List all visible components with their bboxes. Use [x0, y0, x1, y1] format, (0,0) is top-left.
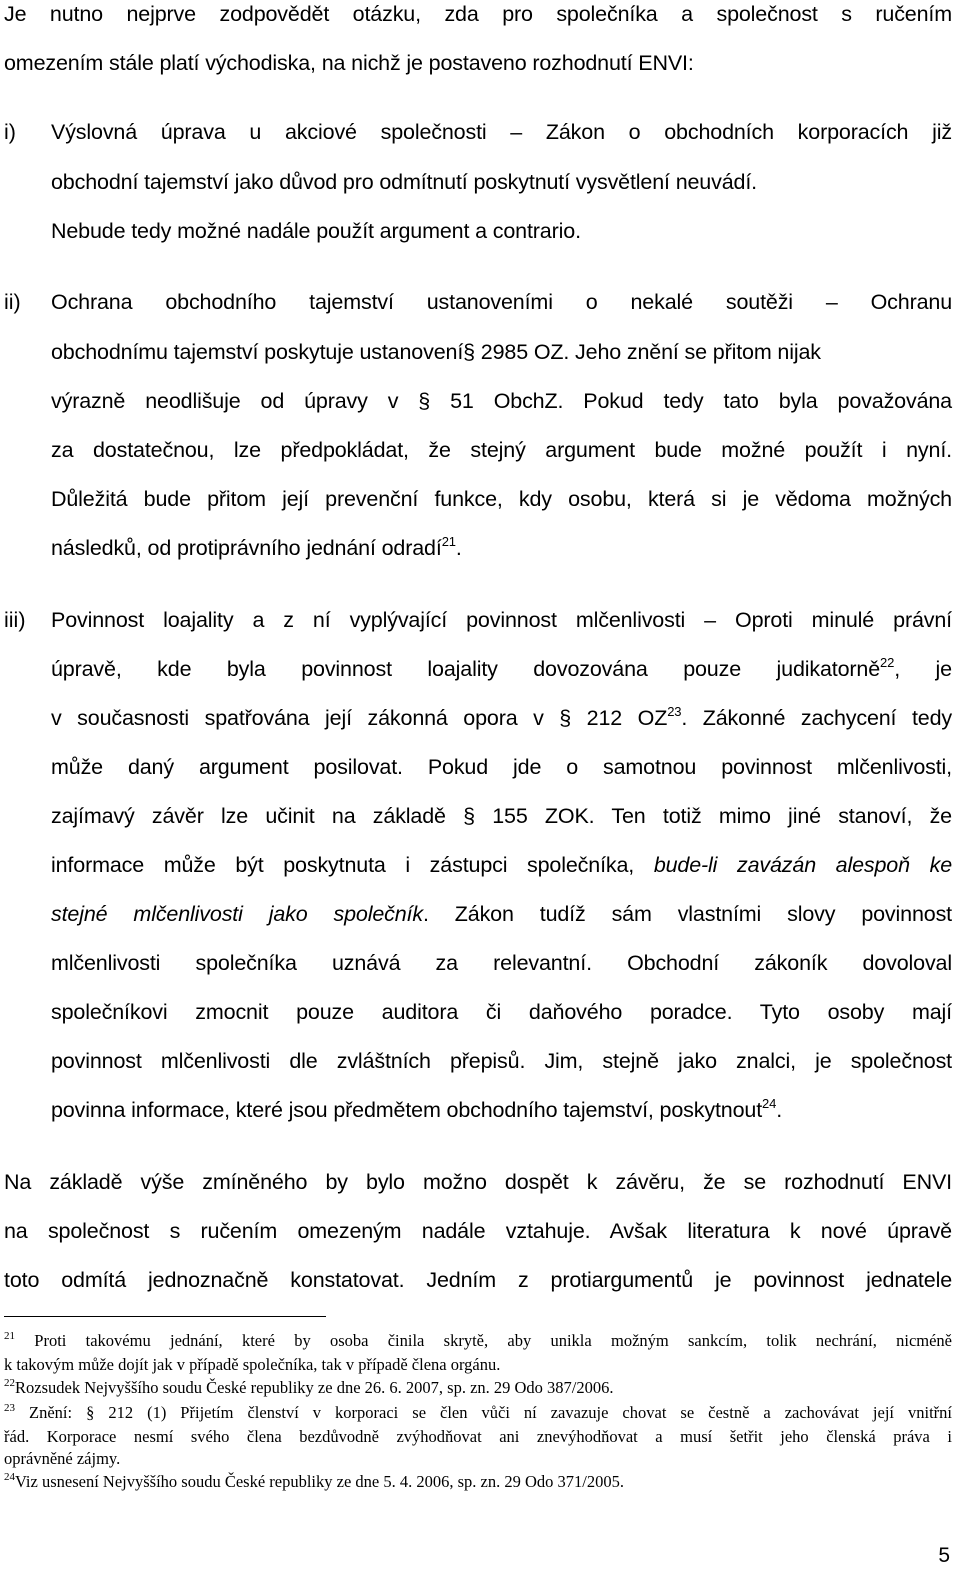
page-number: 5: [938, 1544, 950, 1567]
item-ii-line-5: Důležitá bude přitom její prevenční funkce, kdy osobu, která si je vědoma možných: [51, 487, 952, 511]
conclusion-line-3: toto odmítá jednoznačně konstatovat. Jedním z protiargumentů je povinnost jednatele: [4, 1268, 952, 1292]
footnote-23-line-3: oprávněné zájmy.: [4, 1449, 121, 1468]
item-iii-line-1: Povinnost loajality a z ní vyplývající povinnost mlčenlivosti – Oproti minulé právní: [51, 608, 952, 632]
item-iii-line-9: společníkovi zmocnit pouze auditora či daňového poradce. Tyto osoby mají: [51, 1000, 952, 1024]
intro-line-2: omezením stále platí východiska, na nichž je postaveno rozhodnutí ENVI:: [4, 51, 694, 75]
footnote-22: $^{22}$Rozsudek Nejvyššího soudu České republiky ze dne 26. 6. 2007, sp. zn. 29 Odo 387/2006.: [4, 1377, 614, 1397]
footnote-21-line-1: $^{21}$ Proti takovému jednání, které by osoba činila skrytě, aby unikla možným sankcím, tolik nechrání, nicméně: [4, 1330, 953, 1350]
footnote-ref-21: 21: [441, 534, 456, 549]
item-ii-line-2: obchodnímu tajemství poskytuje ustanovení§ 2985 OZ. Jeho znění se přitom nijak: [51, 340, 821, 364]
item-iii-line-6: informace může být poskytnuta i zástupci společníka, bude-li zavázán alespoň ke: [51, 853, 952, 877]
conclusion-line-2: na společnost s ručením omezeným nadále vztahuje. Avšak literatura k nové úpravě: [4, 1219, 952, 1243]
italic-phrase-1: bude-li zavázán alespoň ke: [653, 853, 952, 877]
intro-line-1: Je nutno nejprve zodpovědět otázku, zda pro společníka a společnost s ručením: [4, 2, 952, 26]
item-marker-i: i): [4, 120, 16, 144]
item-iii-line-2: úpravě, kde byla povinnost loajality dovozována pouze judikatorně$^{22}$, je: [51, 655, 952, 681]
item-ii-line-3: výrazně neodlišuje od úpravy v § 51 ObchZ. Pokud tedy tato byla považována: [51, 389, 952, 413]
item-iii-line-10: povinnost mlčenlivosti dle zvláštních přepisů. Jim, stejně jako znalci, je společnost: [51, 1049, 952, 1073]
item-i-line-1: Výslovná úprava u akciové společnosti – Zákon o obchodních korporacích již: [51, 120, 952, 144]
item-iii-line-4: může daný argument posilovat. Pokud jde o samotnou povinnost mlčenlivosti,: [51, 755, 952, 779]
conclusion-line-1: Na základě výše zmíněného by bylo možno dospět k závěru, že se rozhodnutí ENVI: [4, 1170, 952, 1194]
footnote-ref-22: 22: [880, 655, 895, 670]
item-ii-line-6: následků, od protiprávního jednání odradí$^{21}$.: [51, 534, 462, 560]
footnote-21-line-2: k takovým může dojít jak v případě společníka, tak v případě člena orgánu.: [4, 1355, 501, 1374]
item-marker-ii: ii): [4, 290, 21, 314]
item-iii-line-3: v současnosti spatřována její zákonná opora v § 212 OZ$^{23}$. Zákonné zachycení tedy: [51, 704, 952, 730]
italic-phrase-2: stejné mlčenlivosti jako společník: [51, 902, 423, 926]
item-i-line-2: obchodní tajemství jako důvod pro odmítnutí poskytnutí vysvětlení neuvádí.: [51, 170, 757, 194]
item-ii-line-1: Ochrana obchodního tajemství ustanoveními o nekalé soutěži – Ochranu: [51, 290, 952, 314]
footnote-ref-24: 24: [762, 1096, 777, 1111]
footnote-23-line-2: řád. Korporace nesmí svého člena bezdůvodně zvýhodňovat ani znevýhodňovat a musí šetřit jeho členská práva i: [4, 1427, 952, 1446]
item-marker-iii: iii): [4, 608, 26, 632]
footnote-24: $^{24}$Viz usnesení Nejvyššího soudu České republiky ze dne 5. 4. 2006, sp. zn. 29 Odo 371/2005.: [4, 1471, 624, 1491]
item-iii-line-7: stejné mlčenlivosti jako společník. Zákon tudíž sám vlastními slovy povinnost: [51, 902, 953, 926]
footnote-23-line-1: $^{23}$ Znění: § 212 (1) Přijetím členství v korporaci se člen vůči ní zavazuje chovat se čestně a zachovávat její vnitřní: [4, 1402, 952, 1422]
footnote-separator: [4, 1316, 326, 1317]
item-iii-line-8: mlčenlivosti společníka uznává za relevantní. Obchodní zákoník dovoloval: [51, 951, 952, 975]
footnote-ref-23: 23: [667, 704, 682, 719]
item-ii-line-4: za dostatečnou, lze předpokládat, že stejný argument bude možné použít i nyní.: [51, 438, 952, 462]
item-i-line-3: Nebude tedy možné nadále použít argument a contrario.: [51, 219, 581, 243]
item-iii-line-11: povinna informace, které jsou předmětem obchodního tajemství, poskytnout$^{24}$.: [51, 1096, 783, 1122]
item-iii-line-5: zajímavý závěr lze učinit na základě § 155 ZOK. Ten totiž mimo jiné stanoví, že: [51, 804, 952, 828]
